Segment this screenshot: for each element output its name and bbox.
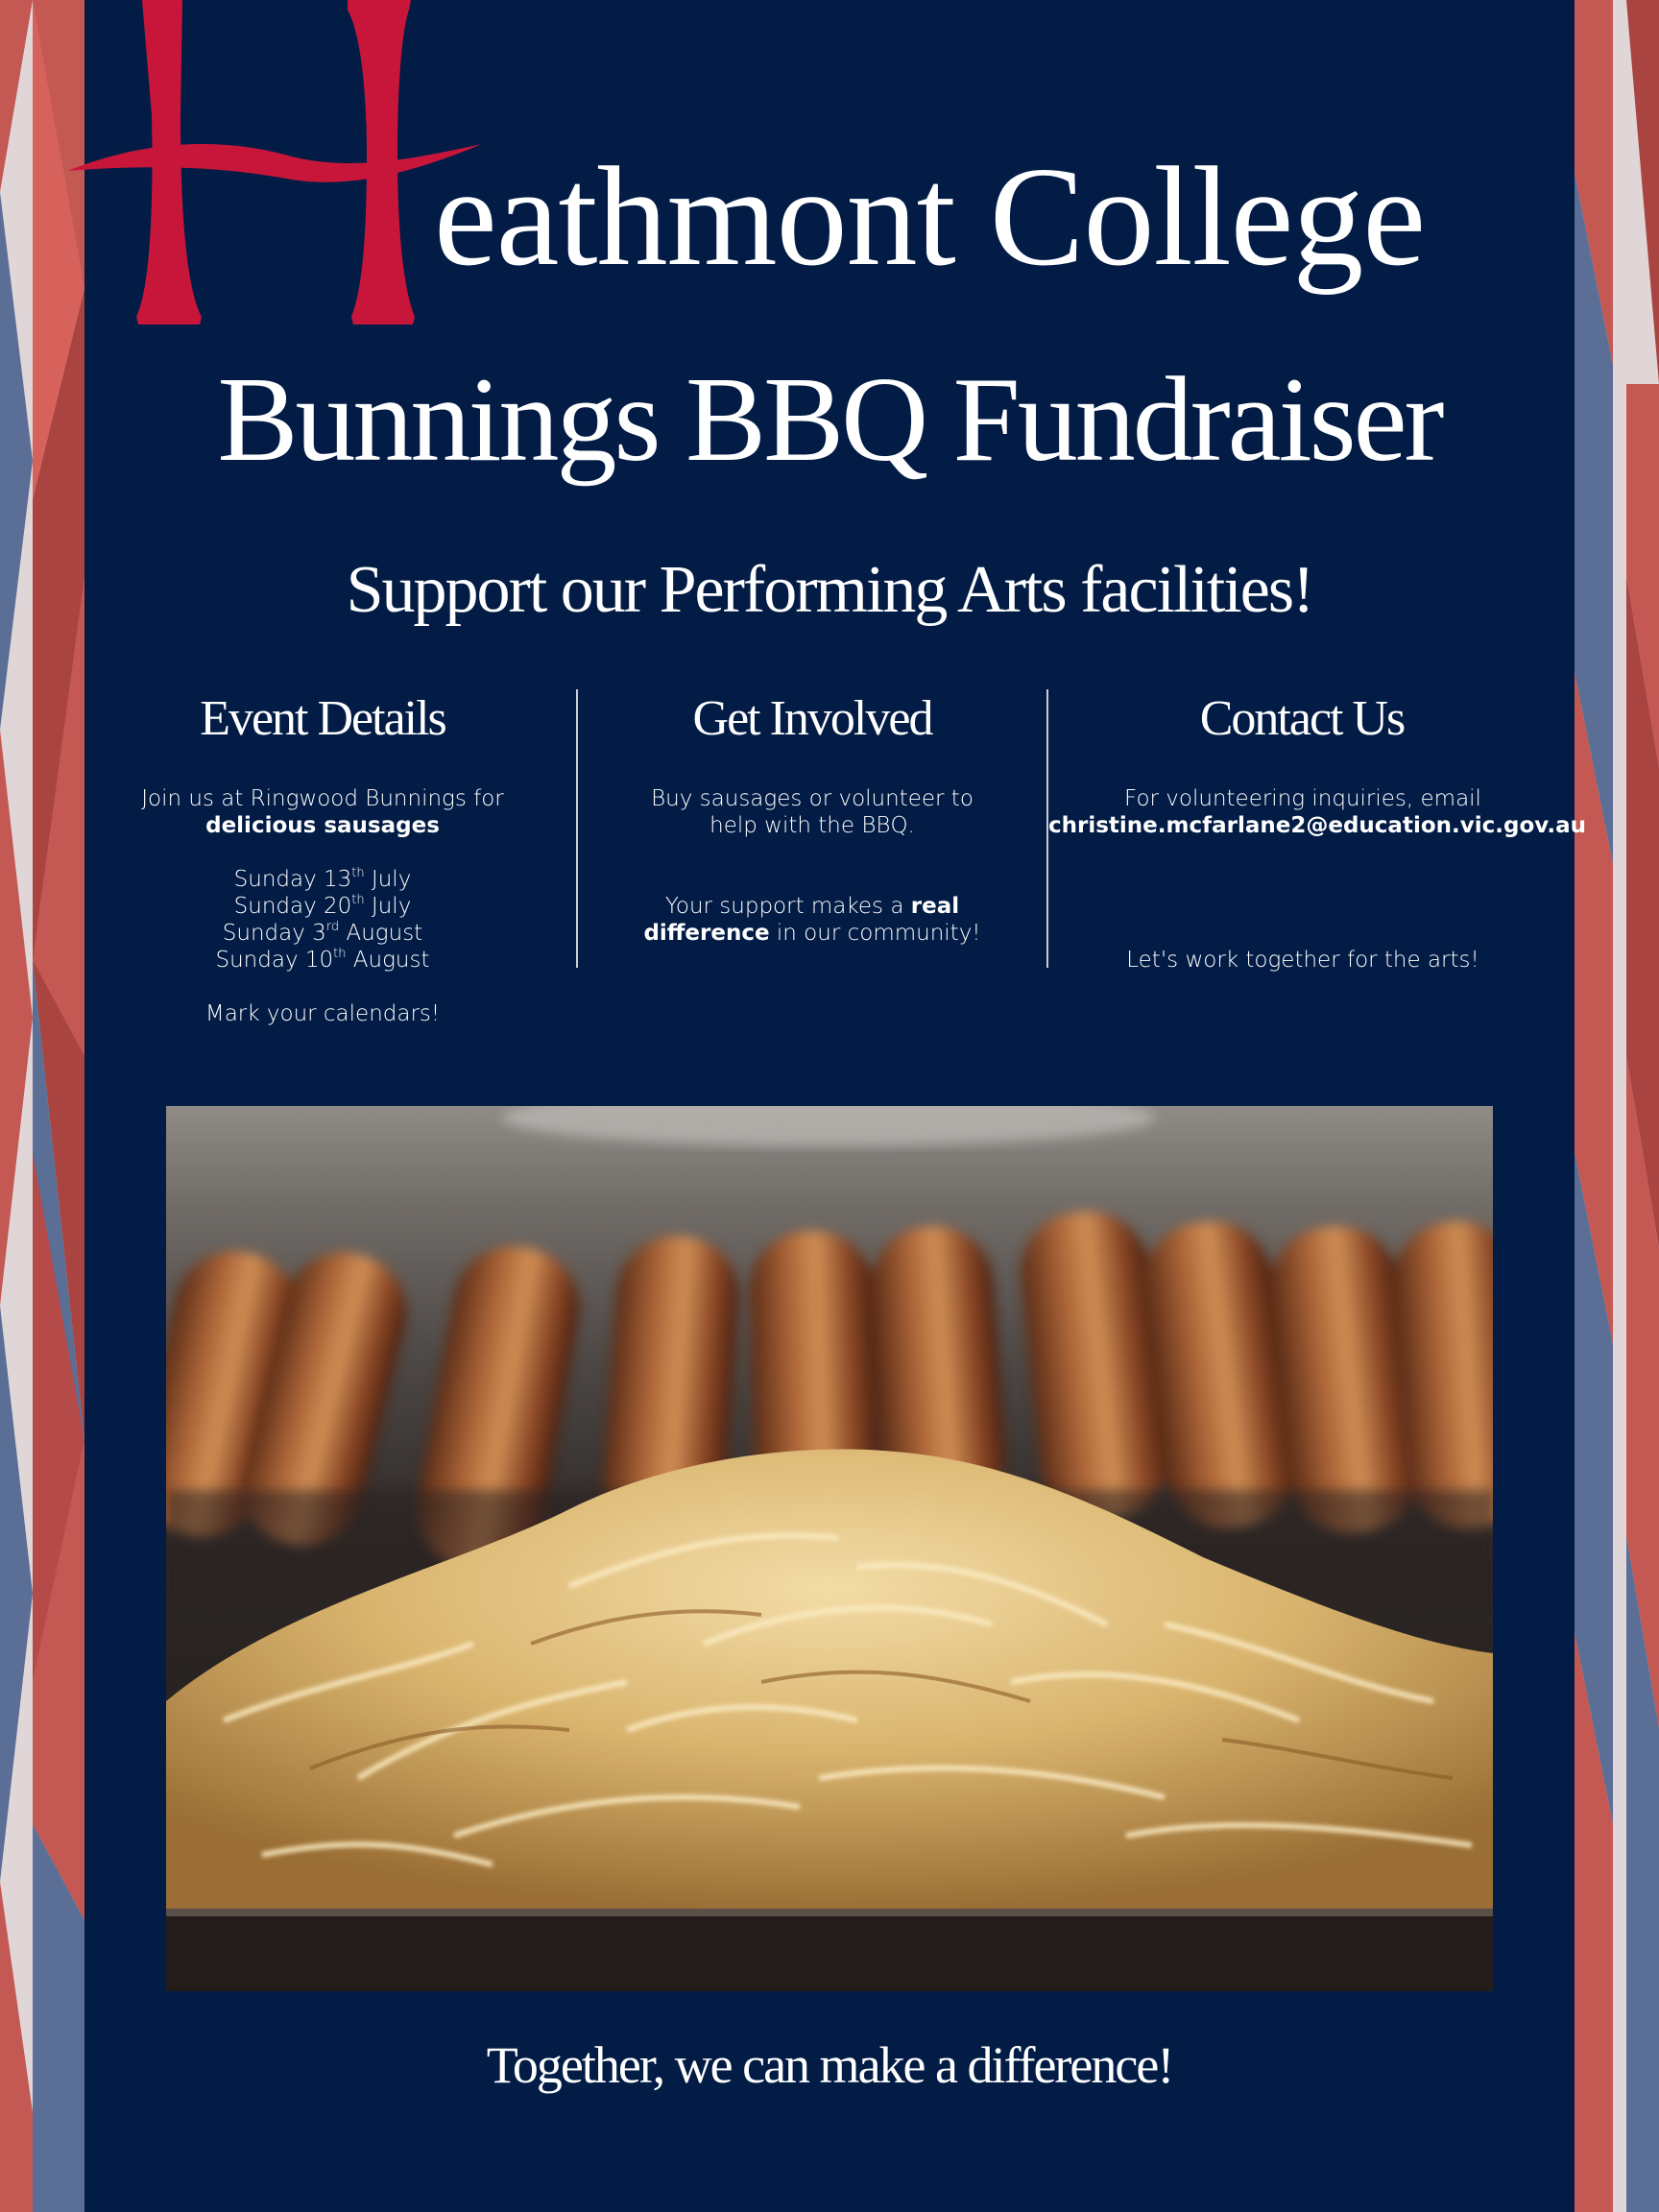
involved-line: Buy sausages or volunteer to — [651, 786, 974, 811]
event-date: Sunday 10th August — [215, 947, 430, 973]
footer-message: Together, we can make a difference! — [486, 2036, 1173, 2094]
involved-line: help with the BBQ. — [709, 813, 915, 838]
fundraiser-tagline: Support our Performing Arts facilities! — [346, 553, 1313, 627]
bbq-sausages-photo — [166, 1106, 1493, 1991]
contact-us-heading: Contact Us — [1199, 691, 1405, 746]
event-intro: Join us at Ringwood Bunnings for — [141, 786, 504, 811]
get-involved-body — [601, 785, 1023, 947]
contact-line: For volunteering inquiries, email — [1124, 786, 1481, 811]
left-diamond-border — [0, 0, 84, 2212]
college-logo-h — [67, 0, 490, 331]
contact-body — [1048, 785, 1587, 974]
event-closing: Mark your calendars! — [204, 1001, 441, 1026]
column-divider — [576, 689, 578, 968]
event-date: Sunday 13th July — [233, 866, 412, 892]
support-line: Your support makes a real — [664, 894, 960, 919]
support-line: difference in our community! — [643, 921, 981, 946]
event-intro-bold: delicious sausages — [205, 813, 440, 838]
event-details-body — [111, 785, 534, 1027]
event-date: Sunday 20th July — [233, 893, 412, 919]
contact-closing: Let's work together for the arts! — [1126, 948, 1479, 973]
get-involved-heading: Get Involved — [692, 691, 932, 746]
contact-email[interactable]: christine.mcfarlane2@education.vic.gov.au — [1048, 813, 1587, 838]
right-diamond-border — [1575, 0, 1659, 2212]
event-date: Sunday 3rd August — [222, 920, 423, 946]
college-name: eathmont College — [434, 138, 1426, 296]
event-details-heading: Event Details — [200, 691, 445, 746]
fundraiser-headline: Bunnings BBQ Fundraiser — [217, 353, 1442, 487]
